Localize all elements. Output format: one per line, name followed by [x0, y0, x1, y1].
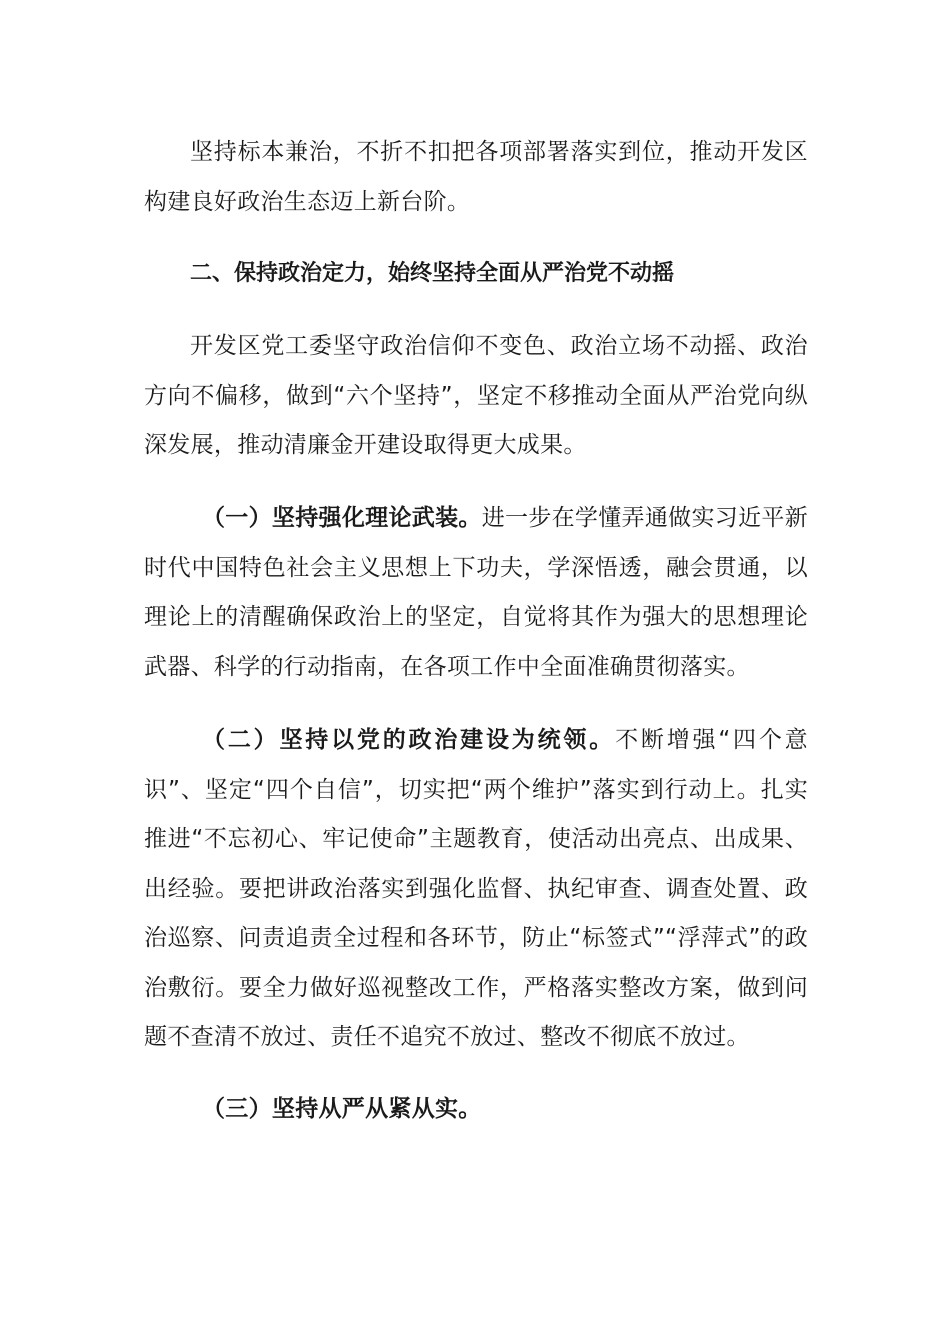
subsection-2-title: （二）坚持以党的政治建设为统领。 — [202, 727, 616, 753]
paragraph-2: 开发区党工委坚守政治信仰不变色、政治立场不动摇、政治方向不偏移，做到“六个坚持”，坚定不移推动全面从严治党向纵深发展，推动清廉金开建设取得更大成果。 — [144, 333, 808, 458]
subsection-1 — [144, 494, 808, 692]
paragraph-1: 坚持标本兼治，不折不扣把各项部署落实到位，推动开发区构建良好政治生态迈上新台阶。 — [144, 139, 808, 215]
subsection-2 — [144, 716, 808, 1063]
subsection-1-body: 进一步在学懂弄通做实习近平新时代中国特色社会主义思想上下功夫，学深悟透，融会贯通，以理论上的清醒确保政治上的坚定，自觉将其作为强大的思想理论武器、科学的行动指南，在各项工作中全面准确贯彻落实。 — [144, 505, 809, 680]
subsection-1-title: （一）坚持强化理论武装。 — [202, 505, 482, 531]
subsection-3 — [144, 1085, 808, 1135]
section-heading-2: 二、保持政治定力，始终坚持全面从严治党不动摇 — [190, 261, 675, 286]
subsection-2-body: 不断增强“四个意识”、坚定“四个自信”，切实把“两个维护”落实到行动上。扎实推进“不忘初心、牢记使命”主题教育，使活动出亮点、出成果、出经验。要把讲政治落实到强化监督、执纪审查、调查处置、政治巡察、问责追责全过程和各环节，防止“标签式”“浮萍式”的政治敷衍。要全力做好巡视整改工作，严格落实整改方案，做到问题不查清不放过、责任不追究不放过、整改不彻底不放过。 — [144, 727, 808, 1050]
subsection-3-title: （三）坚持从严从紧从实。 — [202, 1096, 482, 1122]
